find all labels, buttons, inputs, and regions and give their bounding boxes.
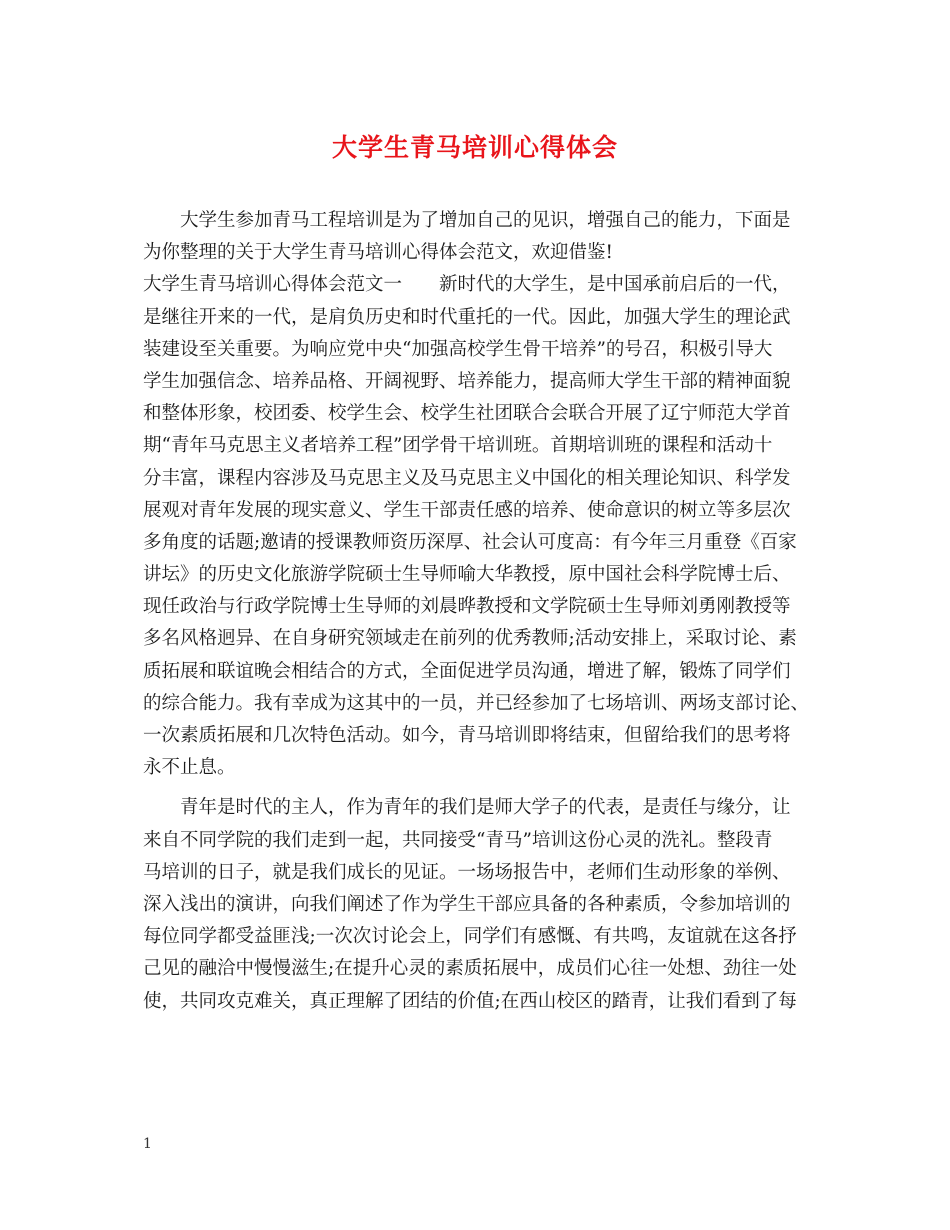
text-line: 分丰富，课程内容涉及马克思主义及马克思主义中国化的相关理论知识、科学发: [143, 467, 791, 489]
paragraph-second: [143, 792, 823, 1017]
text-line: 己见的融洽中慢慢滋生;在提升心灵的素质拓展中，成员们心往一处想、劲往一处: [143, 958, 797, 980]
text-line: 期“青年马克思主义者培养工程”团学骨干培训班。首期培训班的课程和活动十: [143, 435, 773, 457]
paragraph-gap: [143, 784, 823, 792]
text-line: 的综合能力。我有幸成为这其中的一员，并已经参加了七场培训、两场支部讨论、: [143, 692, 810, 714]
text-line: 讲坛》的历史文化旅游学院硕士生导师喻大华教授，原中国社会科学院博士后、: [143, 564, 791, 586]
text-line: 马培训的日子，就是我们成长的见证。一场场报告中，老师们生动形象的举例、: [143, 861, 791, 883]
text-line: 多角度的话题;邀请的授课教师资历深厚、社会认可度高：有今年三月重登《百家: [143, 531, 797, 553]
text-line: 和整体形象，校团委、校学生会、校学生社团联合会联合开展了辽宁师范大学首: [143, 403, 791, 425]
text-line: 学生加强信念、培养品格、开阔视野、培养能力，提高师大学生干部的精神面貌: [143, 370, 791, 392]
text-line: 青年是时代的主人，作为青年的我们是师大学子的代表，是责任与缘分，让: [143, 797, 791, 819]
text-line: 深入浅出的演讲，向我们阐述了作为学生干部应具备的各种素质，令参加培训的: [143, 893, 791, 915]
page-number: 1: [143, 1136, 152, 1152]
text-line: 是继往开来的一代，是肩负历史和时代重托的一代。因此，加强大学生的理论武: [143, 306, 791, 328]
text-line: 为你整理的关于大学生青马培训心得体会范文，欢迎借鉴!: [143, 242, 613, 264]
text-line: 大学生参加青马工程培训是为了增加自己的见识，增强自己的能力，下面是: [143, 210, 791, 231]
text-line: 展观对青年发展的现实意义、学生干部责任感的培养、使命意识的树立等多层次: [143, 499, 791, 521]
text-line: 一次素质拓展和几次特色活动。如今，青马培训即将结束，但留给我们的思考将: [143, 725, 791, 746]
text-line: 装建设至关重要。为响应党中央“加强高校学生骨干培养”的号召，积极引导大: [143, 338, 773, 360]
text-line: 多名风格迥异、在自身研究领域走在前列的优秀教师;活动安排上，采取讨论、素: [143, 628, 797, 650]
text-line: 现任政治与行政学院博士生导师的刘晨晔教授和文学院硕士生导师刘勇刚教授等: [143, 596, 791, 618]
text-line: 大学生青马培训心得体会范文一 新时代的大学生，是中国承前启后的一代，: [143, 274, 791, 296]
text-line: 使，共同攻克难关，真正理解了团结的价值;在西山校区的踏青，让我们看到了每: [143, 990, 797, 1012]
text-line: 每位同学都受益匪浅;一次次讨论会上，同学们有感慨、有共鸣，友谊就在这各抒: [143, 926, 797, 948]
text-line: 来自不同学院的我们走到一起，共同接受“青马”培训这份心灵的洗礼。整段青: [143, 829, 773, 851]
text-line: 永不止息。: [143, 757, 236, 779]
paragraph-intro: [143, 205, 823, 784]
document-body: [143, 205, 823, 1018]
document-title: 大学生青马培训心得体会: [331, 133, 618, 162]
text-line: 质拓展和联谊晚会相结合的方式，全面促进学员沟通，增进了解，锻炼了同学们: [143, 660, 791, 682]
